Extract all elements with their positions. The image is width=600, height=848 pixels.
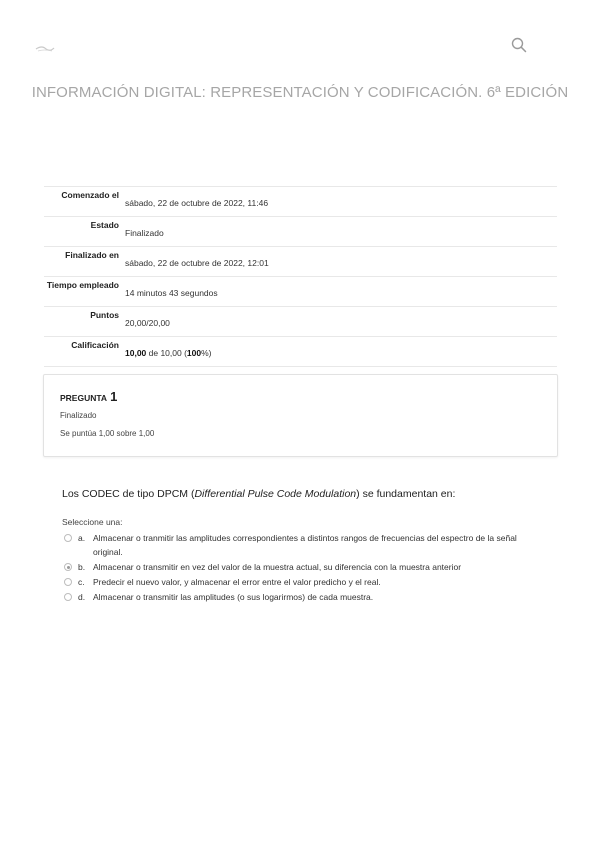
question-text-start: Los CODEC de tipo DPCM ( (62, 488, 195, 500)
top-bar (0, 0, 600, 70)
question-text (62, 488, 455, 500)
summary-row-points (44, 307, 557, 337)
summary-label: Estado (90, 220, 119, 230)
attempt-summary-table (44, 186, 557, 367)
grade-percent: 100 (186, 348, 202, 358)
summary-label: Puntos (90, 310, 119, 320)
answer-text: Predecir el nuevo valor, y almacenar el error entre el valor predicho y el real. (93, 577, 381, 587)
summary-label: Tiempo empleado (46, 280, 119, 290)
answer-text: Almacenar o transmitir las amplitudes (o sus logarirmos) de cada muestra. (93, 592, 374, 602)
summary-row-started (44, 187, 557, 217)
search-icon[interactable] (510, 36, 528, 54)
question-text-end: ) se fundamentan en: (356, 488, 456, 500)
radio-button[interactable] (64, 534, 72, 542)
answer-text: Almacenar o transmitir en vez del valor de la muestra actual, su diferencia con la muestra anterior (93, 562, 462, 572)
grade-middle: de 10,00 ( (146, 348, 187, 358)
answer-option-a[interactable] (64, 531, 534, 559)
answer-option-c[interactable] (64, 575, 534, 589)
summary-row-state (44, 217, 557, 247)
summary-value: 14 minutos 43 segundos (125, 288, 218, 298)
question-label: PREGUNTA (60, 393, 108, 403)
summary-value: sábado, 22 de octubre de 2022, 12:01 (125, 258, 269, 268)
summary-value: 20,00/20,00 (125, 318, 170, 328)
summary-row-grade (44, 337, 557, 367)
answer-prompt: Seleccione una: (62, 517, 123, 527)
page-title: INFORMACIÓN DIGITAL: REPRESENTACIÓN Y CODIFICACIÓN. 6ª EDICIÓN (31, 84, 569, 101)
answer-letter: b. (78, 562, 86, 572)
answer-option-d[interactable] (64, 590, 534, 604)
answer-letter: d. (78, 592, 86, 602)
question-number: 1 (110, 389, 118, 404)
summary-value: Finalizado (125, 228, 164, 238)
grade-end: %) (201, 348, 212, 358)
summary-label: Comenzado el (61, 190, 119, 200)
radio-button[interactable] (64, 563, 72, 571)
answer-text: Almacenar o tranmitir las amplitudes correspondientes a distintos rangos de frecuencias del espectro de la señal original. (93, 533, 517, 557)
answer-option-b[interactable] (64, 560, 534, 574)
answer-letter: c. (78, 577, 85, 587)
summary-label: Calificación (71, 340, 119, 350)
summary-label: Finalizado en (65, 250, 119, 260)
question-text-italic: Differential Pulse Code Modulation (194, 488, 357, 500)
radio-button[interactable] (64, 578, 72, 586)
question-grade: Se puntúa 1,00 sobre 1,00 (60, 429, 155, 438)
question-state: Finalizado (60, 411, 97, 420)
answer-letter: a. (78, 533, 86, 543)
grade-value: 10,00 (125, 348, 147, 358)
question-info-card (43, 374, 558, 457)
answer-list (64, 531, 534, 605)
summary-value: sábado, 22 de octubre de 2022, 11:46 (125, 198, 269, 208)
logo-icon[interactable] (34, 40, 56, 54)
summary-value (125, 348, 212, 358)
summary-row-time-taken (44, 277, 557, 307)
radio-button[interactable] (64, 593, 72, 601)
question-heading (60, 389, 117, 404)
summary-row-finished (44, 247, 557, 277)
